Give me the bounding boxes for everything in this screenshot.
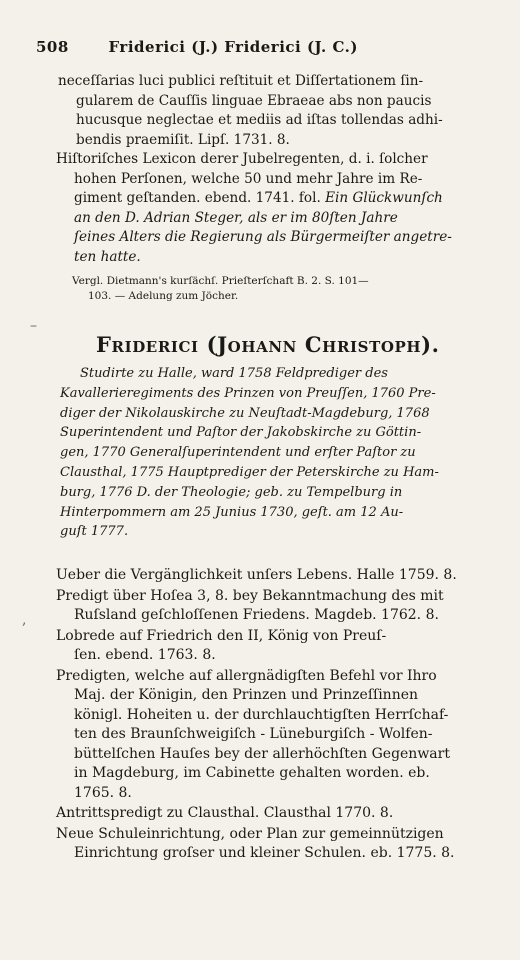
entry-biography <box>60 364 502 542</box>
work-line: 1765. 8. <box>74 784 132 801</box>
work-line: Predigt über Hoſea 3, 8. bey Bekanntmachung des mit <box>56 587 444 604</box>
text-line: ſeines Alters die Regierung als Bürgermeiſter angetre- <box>74 229 452 245</box>
text-line: gularem de Cauſſis linguae Ebraeae abs non paucis <box>76 92 432 109</box>
text-line: hohen Perſonen, welche 50 und mehr Jahre im Re- <box>74 170 423 187</box>
bio-line: Clausthal, 1775 Hauptprediger der Peterskirche zu Ham- <box>60 464 439 480</box>
entry-continuation <box>58 72 504 150</box>
running-title: Friderici (J.) Friderici (J. C.) <box>108 38 358 56</box>
work-item <box>56 587 502 626</box>
work-line: ſen. ebend. 1763. 8. <box>74 647 216 663</box>
page-number: 508 <box>36 38 69 56</box>
bio-line: Superintendent und Paſtor der Jakobskirche zu Göttin- <box>60 425 422 441</box>
work-line: königl. Hoheiten u. der durchlauchtigſten Herrſchaf- <box>74 706 449 723</box>
bio-line: Studirte zu Halle, ward 1758 Feldprediger des <box>80 366 388 381</box>
work-item <box>56 825 502 864</box>
work-line: Antrittspredigt zu Clausthal. Clausthal 1770. 8. <box>56 805 394 821</box>
work-line: Einrichtung groſser und kleiner Schulen. eb. 1775. 8. <box>74 845 455 861</box>
bio-line: Kavallerieregiments des Prinzen von Preuſſen, 1760 Pre- <box>60 385 436 401</box>
text-line <box>56 189 502 209</box>
bio-line: burg, 1776 D. der Theologie; geb. zu Tempelburg in <box>60 484 403 500</box>
work-line: Lobrede auf Friedrich den II, König von Preuſ- <box>56 627 387 644</box>
bio-line: guſt 1777. <box>60 524 129 540</box>
page-header <box>36 38 496 56</box>
bio-line: Hinterpommern am 25 Junius 1730, geſt. am 12 Au- <box>60 504 404 520</box>
note-line: 103. — Adelung zum Jöcher. <box>88 290 239 302</box>
margin-mark: – <box>30 318 37 334</box>
bio-line: gen, 1770 Generalſuperintendent und erſter Paſtor zu <box>60 445 416 461</box>
entry-title: Friderici (Johann Christoph). <box>96 332 440 357</box>
work-line: Ueber die Vergänglichkeit unſers Lebens. Halle 1759. 8. <box>56 567 457 583</box>
text-line: bendis praemiſit. Lipſ. 1731. 8. <box>76 131 290 148</box>
work-line: Predigten, welche auf allergnädigſten Befehl vor Ihro <box>56 667 437 684</box>
work-line: ten des Braunſchweigiſch - Lüneburgiſch - Wolfen- <box>74 726 433 742</box>
text-line: neceſſarias luci publici reſtituit et Diſſertationem ſin- <box>58 73 424 89</box>
works-list <box>56 566 502 865</box>
work-line: Neue Schuleinrichtung, oder Plan zur gemeinnützigen <box>56 825 444 842</box>
work-line: Ruſsland geſchloſſenen Friedens. Magdeb. 1762. 8. <box>74 607 439 623</box>
work-line: in Magdeburg, im Cabinette gehalten worden. eb. <box>74 765 430 781</box>
text-line: an den D. Adrian Steger, als er im 80ſten Jahre <box>74 209 398 226</box>
work-item <box>56 566 502 586</box>
text-span-italic: Ein Glückwunſch <box>325 190 443 206</box>
bio-line: diger der Nikolauskirche zu Neuſtadt-Magdeburg, 1768 <box>60 405 430 421</box>
work-item <box>56 627 502 666</box>
text-line: ten hatte. <box>74 248 141 265</box>
reference-note <box>72 274 492 304</box>
note-line: Vergl. Dietmann's kurſächſ. Prieſterſchaft B. 2. S. 101— <box>72 275 369 287</box>
work-line: Maj. der Königin, den Prinzen und Prinzeſſinnen <box>74 687 419 703</box>
work-item <box>56 804 502 824</box>
text-line: Hiſtoriſches Lexicon derer Jubelregenten, d. i. ſolcher <box>56 151 428 167</box>
text-line: hucusque neglectae et mediis ad iſtas tollendas adhi- <box>76 112 443 128</box>
margin-mark: , <box>22 612 27 628</box>
work-line: büttelſchen Hauſes bey der allerhöchſten Gegenwart <box>74 745 450 762</box>
entry-historisches-lexicon <box>56 150 502 267</box>
work-item <box>56 667 502 804</box>
text-span: giment geſtanden. ebend. 1741. fol. <box>74 190 321 206</box>
